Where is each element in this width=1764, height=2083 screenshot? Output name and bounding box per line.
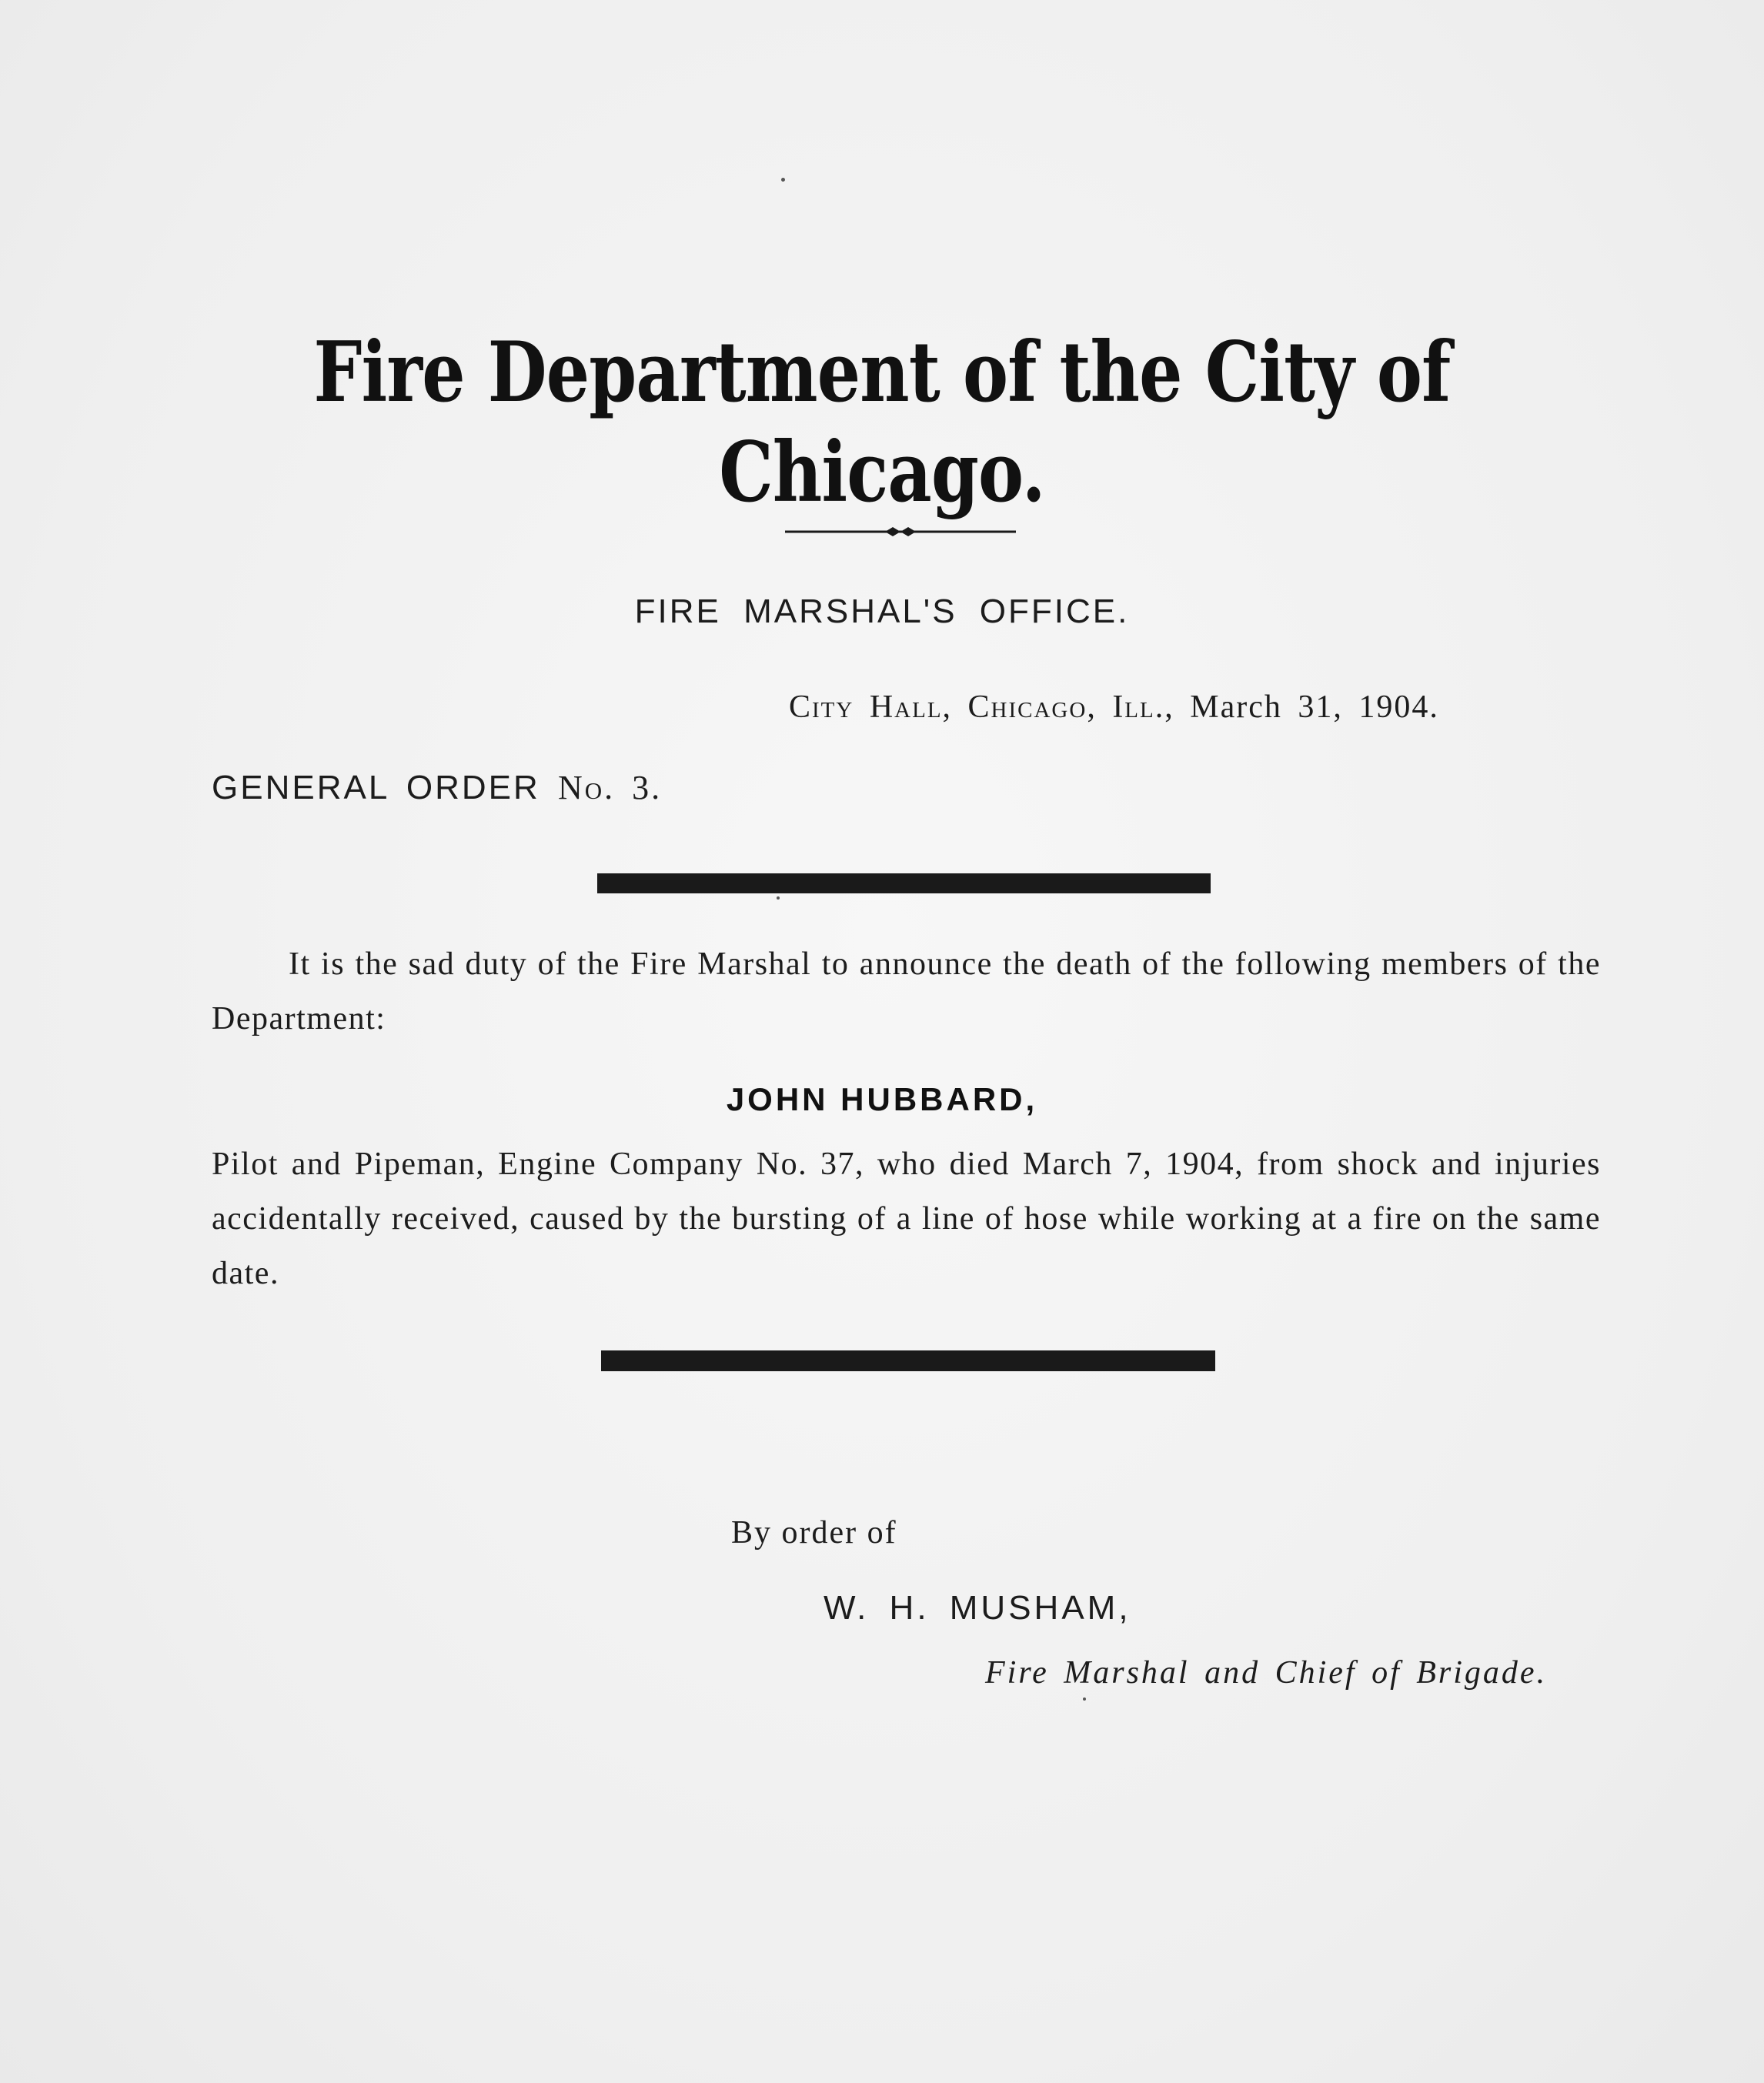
- signer-title: Fire Marshal and Chief of Brigade.: [985, 1655, 1548, 1691]
- ornament-divider: [785, 523, 1016, 540]
- mourning-rule-top: [597, 873, 1211, 893]
- intro-paragraph: It is the sad duty of the Fire Marshal to announce the death of the following members of the Department:: [212, 946, 1601, 1036]
- paper-speck: [777, 896, 780, 900]
- general-order-label: GENERAL ORDER: [212, 769, 540, 806]
- paper-speck: [781, 178, 785, 182]
- details-paragraph: Pilot and Pipeman, Engine Company No. 37, who died March 7, 1904, from shock and injuries accidentally received, caused by the bursting of a line of hose while working at a fire on the same date.: [212, 1147, 1601, 1291]
- general-order-number: No. 3.: [558, 769, 663, 806]
- office-title: FIRE MARSHAL'S OFFICE.: [634, 593, 1130, 630]
- dateline-date: March 31, 1904.: [1190, 689, 1439, 725]
- deceased-name: JOHN HUBBARD,: [726, 1081, 1038, 1117]
- document-heading: Fire Department of the City of Chicago.: [313, 324, 1451, 521]
- general-order: [212, 768, 662, 807]
- paper-speck: [1083, 1697, 1086, 1701]
- dateline: [789, 689, 1439, 726]
- by-order-text: By order of: [731, 1515, 897, 1551]
- dateline-location: City Hall, Chicago, Ill.,: [789, 689, 1174, 725]
- signer-name: W. H. MUSHAM,: [824, 1589, 1131, 1627]
- mourning-rule-bottom: [601, 1350, 1215, 1371]
